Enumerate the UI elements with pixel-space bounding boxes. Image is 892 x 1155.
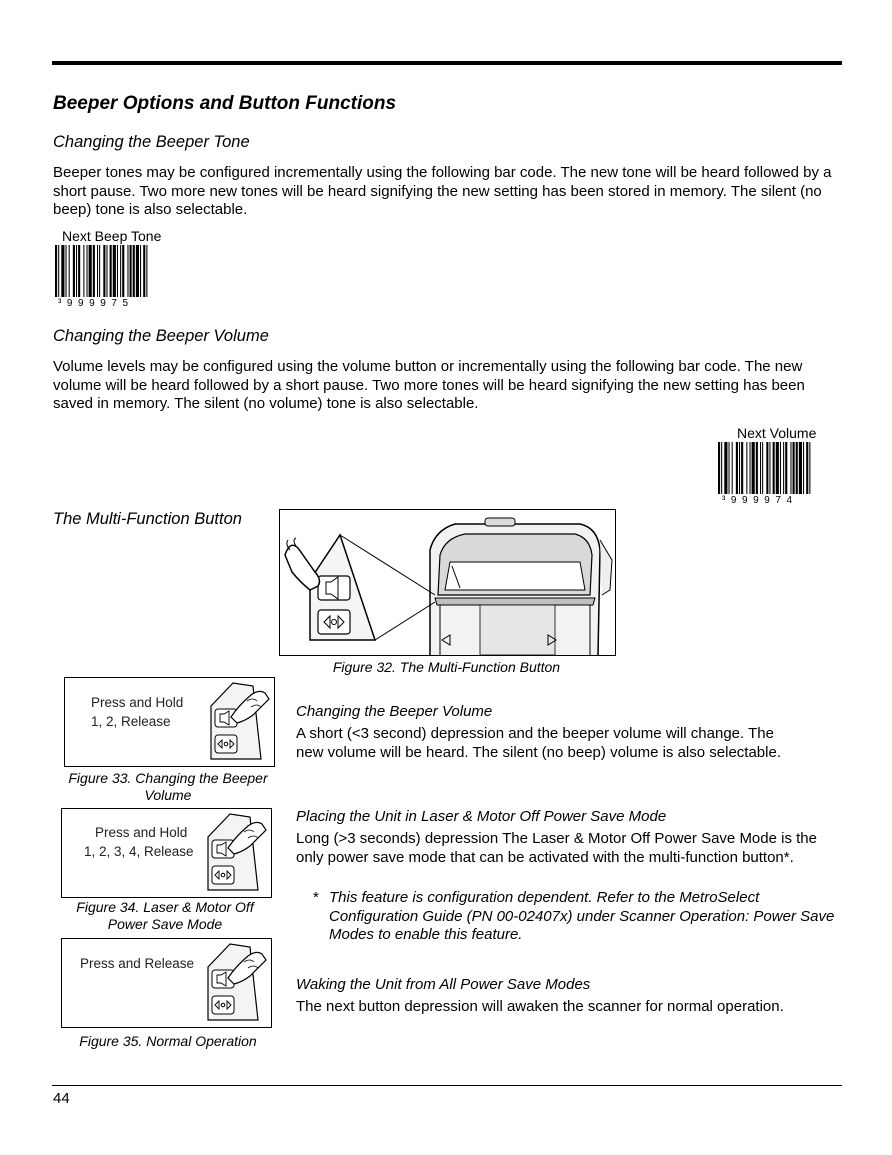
figure33-text-1: Press and Hold bbox=[91, 695, 184, 710]
figure33-image bbox=[64, 677, 275, 767]
sub-laser-heading: Placing the Unit in Laser & Motor Off Power Save Mode bbox=[296, 808, 667, 825]
figure33-text-2: 1, 2, Release bbox=[91, 714, 171, 729]
figure32-caption: Figure 32. The Multi-Function Button bbox=[332, 659, 561, 675]
figure32-image bbox=[279, 509, 616, 656]
figure34-text-2: 1, 2, 3, 4, Release bbox=[84, 844, 194, 859]
sub-waking-heading: Waking the Unit from All Power Save Modes bbox=[296, 976, 591, 993]
sub-volume-heading: Changing the Beeper Volume bbox=[296, 703, 493, 720]
top-rule bbox=[52, 61, 842, 65]
figure34-caption: Figure 34. Laser & Motor Off Power Save Mode bbox=[76, 899, 254, 932]
bottom-rule bbox=[52, 1085, 842, 1086]
page-number: 44 bbox=[53, 1090, 70, 1107]
tone-barcode-label: Next Beep Tone bbox=[62, 228, 162, 244]
volume-barcode bbox=[716, 442, 840, 494]
tone-barcode bbox=[53, 245, 177, 297]
figure34-text-1: Press and Hold bbox=[95, 825, 188, 840]
page-title: Beeper Options and Button Functions bbox=[53, 93, 397, 114]
mfb-heading: The Multi-Function Button bbox=[53, 510, 242, 528]
volume-paragraph: Volume levels may be configured using the volume button or incrementally using the following bar code. The new volume will be heard followed by a short pause. Two more tones will be heard signifying the new setting has been saved in memory. The silent (no volume) tone is also selectable. bbox=[53, 358, 805, 412]
figure35-caption: Figure 35. Normal Operation bbox=[79, 1033, 257, 1049]
figure33-caption: Figure 33. Changing the Beeper Volume bbox=[68, 770, 268, 803]
note-asterisk: * bbox=[313, 889, 319, 906]
tone-barcode-digits: ³ 9 9 9 9 7 5 bbox=[58, 298, 129, 309]
sub-laser-note bbox=[313, 889, 838, 945]
figure35-text-1: Press and Release bbox=[80, 956, 195, 971]
sub-volume-text: A short (<3 second) depression and the beeper volume will change. The new volume will be heard. The silent (no beep) volume is also selectable. bbox=[296, 725, 781, 761]
sub-waking-text: The next button depression will awaken the scanner for normal operation. bbox=[296, 998, 784, 1015]
volume-barcode-digits: ³ 9 9 9 9 7 4 bbox=[722, 495, 793, 506]
volume-barcode-label: Next Volume bbox=[737, 425, 817, 441]
volume-heading: Changing the Beeper Volume bbox=[53, 327, 269, 345]
figure34-image bbox=[61, 808, 272, 898]
tone-heading: Changing the Beeper Tone bbox=[53, 133, 250, 151]
tone-paragraph: Beeper tones may be configured incrementally using the following bar code. The new tone will be heard followed by a short pause. Two more new tones will be heard signifying the new setting has been stored in memory. The silent (no beep) tone is also selectable. bbox=[53, 164, 832, 218]
note-text: This feature is configuration dependent. Refer to the MetroSelect Configuration Guide (PN 00-02407x) under Scanner Operation: Power Save Modes to enable this feature. bbox=[329, 889, 835, 943]
figure35-image bbox=[61, 938, 272, 1028]
sub-laser-text: Long (>3 seconds) depression The Laser & Motor Off Power Save Mode is the only power save mode that can be activated with the multi-function button*. bbox=[296, 830, 817, 866]
